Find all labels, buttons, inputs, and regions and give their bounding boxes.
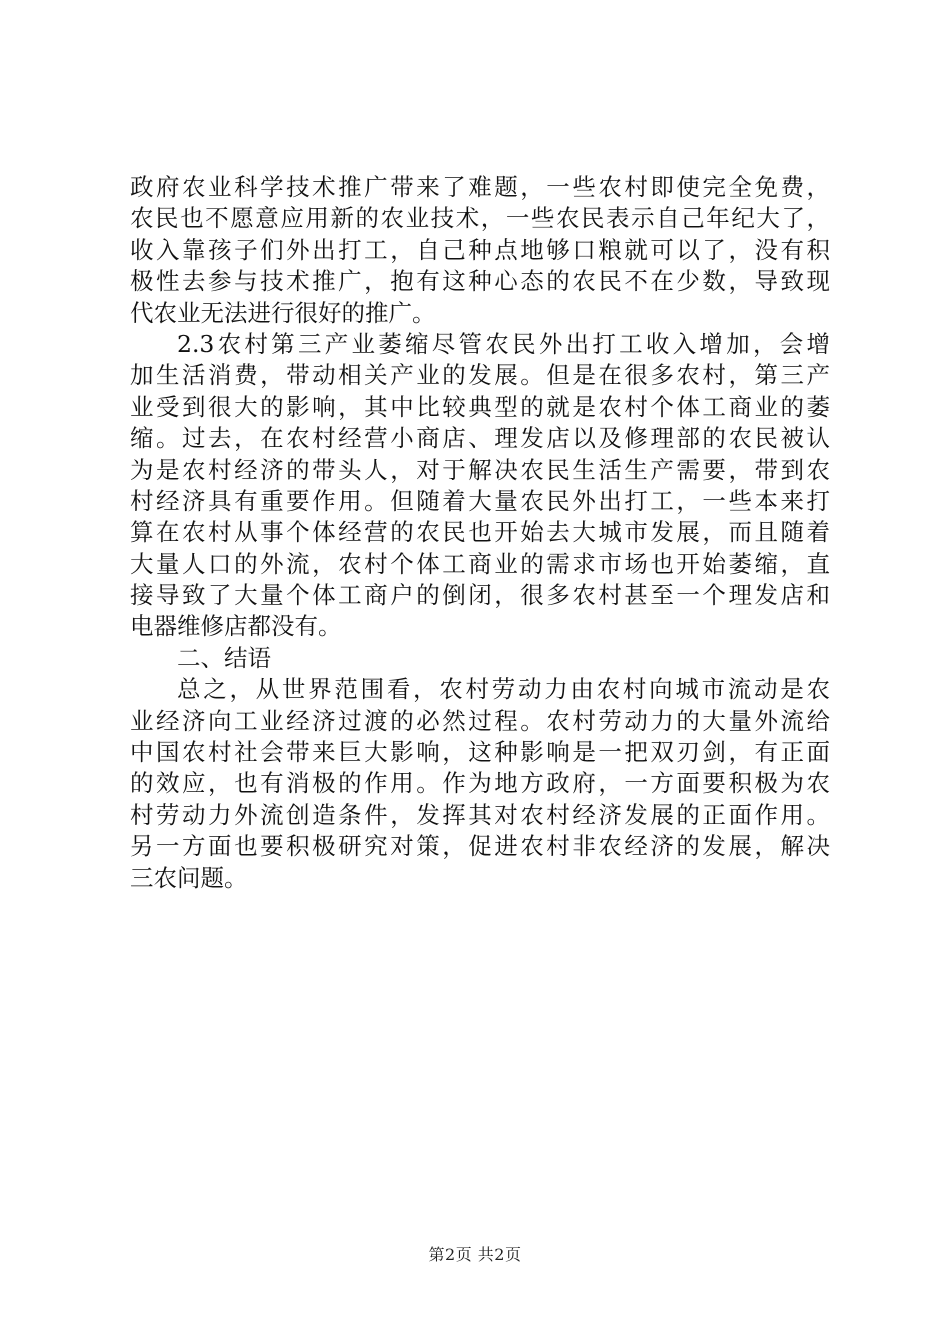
text-line: 政府农业科学技术推广带来了难题，一些农村即使完全免费， xyxy=(130,173,830,201)
text-line: 电器维修店都没有。 xyxy=(130,612,342,641)
text-line: 的效应，也有消极的作用。作为地方政府，一方面要积极为农 xyxy=(130,769,830,798)
paragraph-conclusion xyxy=(130,674,830,894)
text-line: 中国农村社会带来巨大影响，这种影响是一把双刃剑，有正面 xyxy=(130,738,830,767)
text-line: 为是农村经济的带头人，对于解决农民生活生产需要，带到农 xyxy=(130,455,830,484)
page-footer: 第2页 共2页 xyxy=(428,1245,522,1264)
text-line: 村劳动力外流创造条件，发挥其对农村经济发展的正面作用。 xyxy=(130,800,830,829)
text-line: 另一方面也要积极研究对策，促进农村非农经济的发展，解决 xyxy=(130,832,830,861)
paragraph-tertiary-industry xyxy=(130,329,830,643)
text-line: 接导致了大量个体工商户的倒闭，很多农村甚至一个理发店和 xyxy=(130,581,830,610)
text-line: 代农业无法进行很好的推广。 xyxy=(130,298,436,327)
text-line: 算在农村从事个体经营的农民也开始去大城市发展，而且随着 xyxy=(130,518,830,547)
text-line: 缩。过去，在农村经营小商店、理发店以及修理部的农民被认 xyxy=(130,424,830,453)
text-line: 三农问题。 xyxy=(130,863,248,892)
text-line: 业经济向工业经济过渡的必然过程。农村劳动力的大量外流给 xyxy=(130,706,830,735)
text-line: 村经济具有重要作用。但随着大量农民外出打工，一些本来打 xyxy=(130,486,830,515)
text-line: 大量人口的外流，农村个体工商业的需求市场也开始萎缩，直 xyxy=(130,549,830,578)
text-line: 极性去参与技术推广，抱有这种心态的农民不在少数，导致现 xyxy=(130,267,830,296)
text-line: 农民也不愿意应用新的农业技术，一些农民表示自己年纪大了， xyxy=(130,204,830,233)
text-line: 业受到很大的影响，其中比较典型的就是农村个体工商业的萎 xyxy=(130,392,830,421)
text-line: 总之，从世界范围看，农村劳动力由农村向城市流动是农 xyxy=(177,675,830,704)
text-line: 收入靠孩子们外出打工，自己种点地够口粮就可以了，没有积 xyxy=(130,235,830,264)
paragraph-tech-promotion xyxy=(130,172,830,329)
text-line: 2.3农村第三产业萎缩尽管农民外出打工收入增加，会增 xyxy=(177,329,830,358)
section-heading-conclusion xyxy=(130,643,830,674)
section-heading: 二、结语 xyxy=(177,643,271,672)
text-line: 加生活消费，带动相关产业的发展。但是在很多农村，第三产 xyxy=(130,361,830,390)
document-body xyxy=(130,172,830,894)
